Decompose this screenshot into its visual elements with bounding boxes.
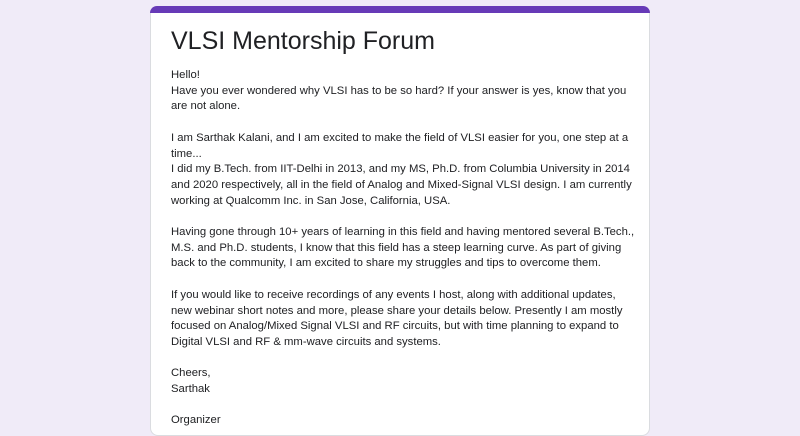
- description-line: Sarthak: [171, 383, 210, 395]
- description-line: are not alone.: [171, 100, 241, 113]
- description-paragraph: [171, 225, 635, 272]
- description-line: new webinar short notes and more, please share your details below. Presently I am mostly: [171, 304, 623, 317]
- description-role: [171, 413, 627, 429]
- description-line: focused on Analog/Mixed Signal VLSI and RF circuits, but with time planning to expand to: [171, 320, 619, 333]
- description-line: back to the community, I am excited to share my struggles and tips to overcome them.: [171, 257, 601, 270]
- form-description: [171, 68, 635, 429]
- description-line: Cheers,: [171, 367, 211, 380]
- description-paragraph: [171, 131, 632, 210]
- form-title: VLSI Mentorship Forum: [171, 27, 435, 55]
- description-line: time...: [171, 147, 202, 160]
- description-line: Have you ever wondered why VLSI has to be so hard? If your answer is yes, know that you: [171, 84, 627, 97]
- description-line: Organizer: [171, 414, 221, 427]
- description-line: Hello!: [171, 69, 200, 81]
- paragraph-spacer: [171, 209, 627, 225]
- paragraph-spacer: [171, 351, 627, 367]
- form-header-card: [150, 6, 650, 436]
- description-line: I am Sarthak Kalani, and I am excited to make the field of VLSI easier for you, one step at a: [171, 131, 629, 144]
- form-header-content: [171, 26, 635, 429]
- description-signoff: [171, 366, 627, 397]
- paragraph-spacer: [171, 115, 627, 131]
- description-line: If you would like to receive recordings of any events I host, along with additional updates,: [171, 288, 616, 301]
- description-line: M.S. and Ph.D. students, I know that this field has a steep learning curve. As part of giving: [171, 241, 622, 254]
- description-line: Digital VLSI and RF & mm-wave circuits and systems.: [171, 335, 441, 348]
- description-paragraph: [171, 68, 627, 115]
- description-line: Having gone through 10+ years of learning in this field and having mentored several B.Tech.,: [171, 226, 635, 238]
- paragraph-spacer: [171, 398, 627, 414]
- form-accent-bar: [150, 6, 650, 13]
- description-paragraph: [171, 288, 627, 351]
- paragraph-spacer: [171, 272, 627, 288]
- description-line: working at Qualcomm Inc. in San Jose, California, USA.: [171, 194, 451, 207]
- description-line: I did my B.Tech. from IIT-Delhi in 2013, and my MS, Ph.D. from Columbia University in 2014: [171, 163, 630, 176]
- description-line: and 2020 respectively, all in the field of Analog and Mixed-Signal VLSI design. I am currently: [171, 178, 632, 191]
